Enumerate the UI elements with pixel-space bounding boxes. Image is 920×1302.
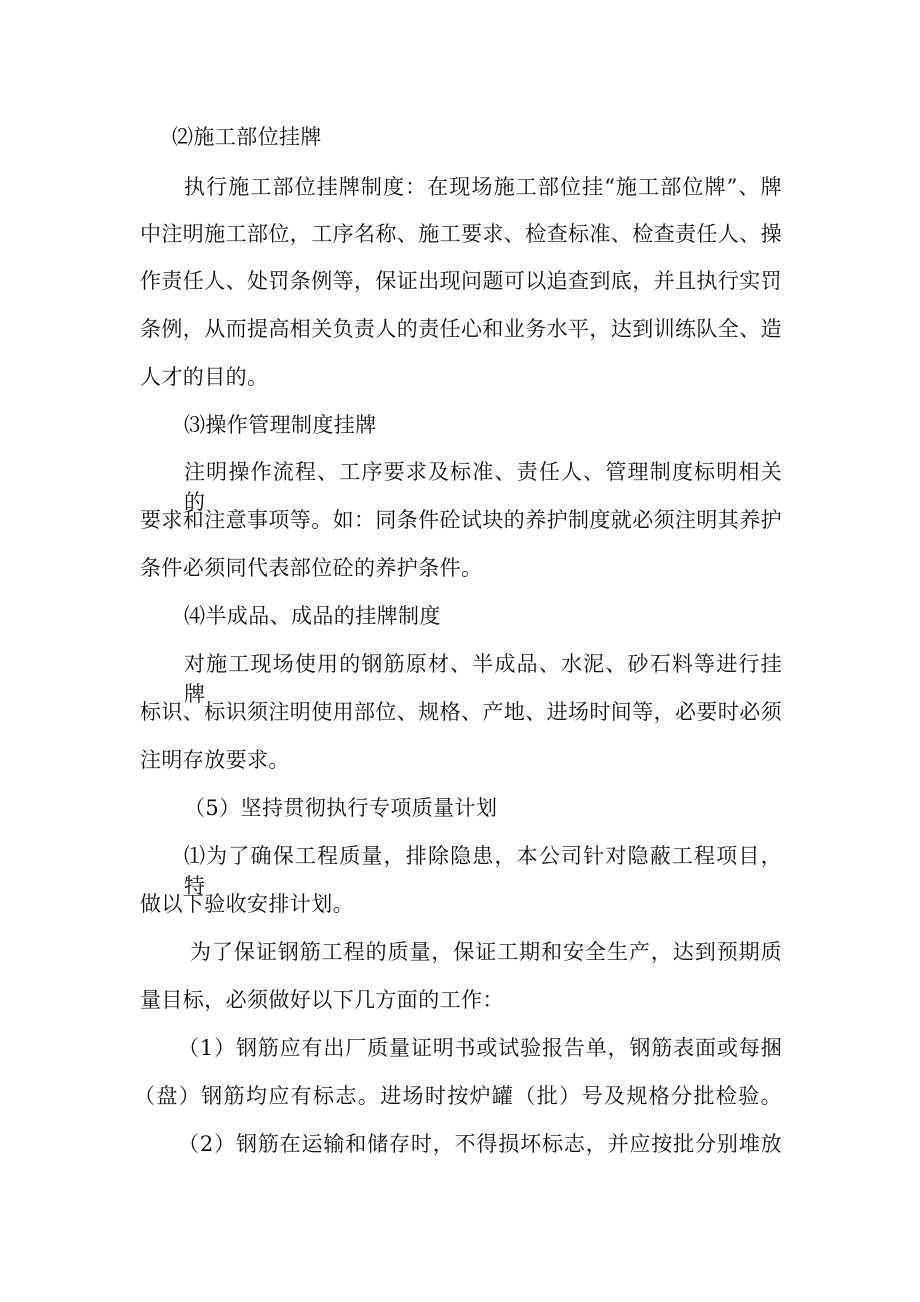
paragraph-line: 为了保证钢筋工程的质量，保证工期和安全生产，达到预期质	[190, 940, 782, 964]
heading-operation-management-sign: ⑶操作管理制度挂牌	[184, 413, 377, 437]
heading-construction-site-sign: ⑵施工部位挂牌	[172, 125, 322, 149]
paragraph-line: 条件必须同代表部位砼的养护条件。	[140, 556, 483, 580]
paragraph-line: （2）钢筋在运输和储存时，不得损坏标志，并应按批分别堆放	[178, 1132, 782, 1156]
paragraph-line: 条例，从而提高相关负责人的责任心和业务水平，达到训练队全、造	[140, 317, 782, 341]
paragraph-line: 人才的目的。	[140, 365, 269, 389]
paragraph-line: 要求和注意事项等。如：同条件砼试块的养护制度就必须注明其养护	[140, 508, 782, 532]
paragraph-line: 中注明施工部位，工序名称、施工要求、检查标准、检查责任人、操	[140, 222, 782, 246]
paragraph-line: 注明存放要求。	[140, 748, 290, 772]
paragraph-line: 注明操作流程、工序要求及标准、责任人、管理制度标明相关的	[184, 460, 782, 514]
paragraph-line: 执行施工部位挂牌制度：在现场施工部位挂“施工部位牌”、牌	[184, 175, 782, 199]
paragraph-line: ⑴为了确保工程质量，排除隐患，本公司针对隐蔽工程项目，特	[184, 844, 782, 898]
paragraph-line: （1）钢筋应有出厂质量证明书或试验报告单，钢筋表面或每捆	[178, 1036, 782, 1060]
paragraph-line: （盘）钢筋均应有标志。进场时按炉罐（批）号及规格分批检验。	[134, 1084, 782, 1108]
paragraph-line: 对施工现场使用的钢筋原材、半成品、水泥、砂石料等进行挂牌	[184, 652, 782, 706]
paragraph-line: 标识、标识须注明使用部位、规格、产地、进场时间等，必要时必须	[140, 700, 782, 724]
heading-semi-finished-products-sign: ⑷半成品、成品的挂牌制度	[184, 604, 441, 628]
paragraph-line: 做以下验收安排计划。	[140, 892, 354, 916]
paragraph-line: 作责任人、处罚条例等，保证出现问题可以追查到底，并且执行实罚	[140, 269, 782, 293]
heading-quality-plan: （5）坚持贯彻执行专项质量计划	[184, 796, 498, 820]
paragraph-line: 量目标，必须做好以下几方面的工作：	[140, 988, 504, 1012]
